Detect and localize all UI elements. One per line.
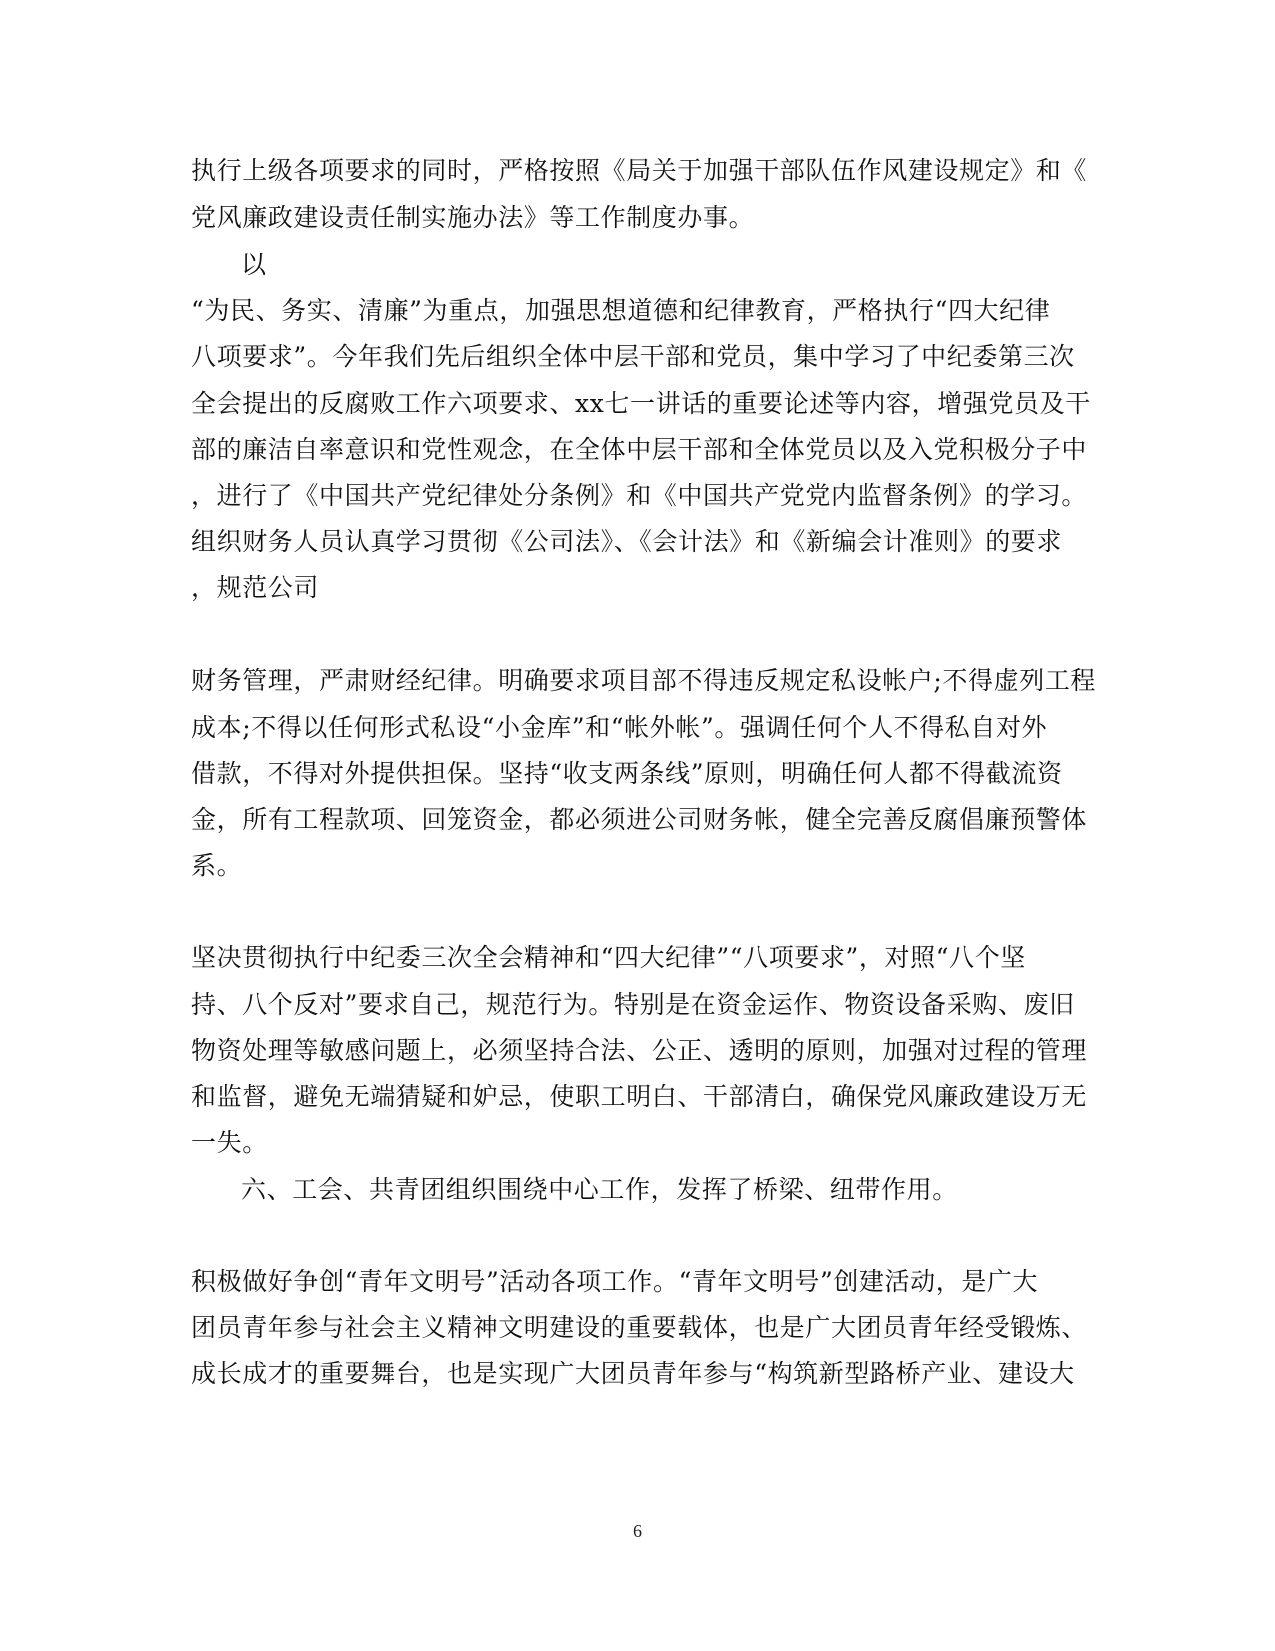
text-line: 执行上级各项要求的同时，严格按照《局关于加强干部队伍作风建设规定》和《 [191,156,1088,185]
text-line: 成本;不得以任何形式私设“小金库”和“帐外帐”。强调任何个人不得私自对外 [191,713,1048,742]
text-line: 借款，不得对外提供担保。坚持“收支两条线”原则，明确任何人都不得截流资 [191,759,1063,788]
text-line: 八项要求”。今年我们先后组织全体中层干部和党员，集中学习了中纪委第三次 [191,342,1075,371]
text-line: 部的廉洁自率意识和党性观念，在全体中层干部和全体党员以及入党积极分子中 [191,435,1088,464]
text-line: ，进行了《中国共产党纪律处分条例》和《中国共产党党内监督条例》的学习。 [191,481,1088,510]
text-line: 党风廉政建设责任制实施办法》等工作制度办事。 [191,203,755,232]
text-line: “为民、务实、清廉”为重点，加强思想道德和纪律教育，严格执行“四大纪律 [191,296,1051,325]
text-line: 坚决贯彻执行中纪委三次全会精神和“四大纪律”“八项要求”，对照“八个坚 [191,943,1026,972]
text-line: 财务管理，严肃财经纪律。明确要求项目部不得违反规定私设帐户;不得虚列工程 [191,666,1097,695]
text-line: 成长成才的重要舞台，也是实现广大团员青年参与“构筑新型路桥产业、建设大 [191,1359,1075,1388]
page-number: 6 [633,1521,642,1541]
text-line: 积极做好争创“青年文明号”活动各项工作。“青年文明号”创建活动，是广大 [191,1267,1039,1296]
text-line: 系。 [191,851,243,880]
text-line: 全会提出的反腐败工作六项要求、xx七一讲话的重要论述等内容，增强党员及干 [191,389,1091,418]
text-line: 和监督，避免无端猜疑和妒忌，使职工明白、干部清白，确保党风廉政建设万无 [191,1082,1088,1111]
text-line: 团员青年参与社会主义精神文明建设的重要载体，也是广大团员青年经受锻炼、 [191,1313,1088,1342]
text-line: 持、八个反对”要求自己，规范行为。特别是在资金运作、物资设备采购、废旧 [191,990,1075,1019]
text-line: ，规范公司 [191,573,320,602]
text-line: 金，所有工程款项、回笼资金，都必须进公司财务帐，健全完善反腐倡廉预警体 [191,805,1088,834]
text-line: 物资处理等敏感问题上，必须坚持合法、公正、透明的原则，加强对过程的管理 [191,1036,1088,1065]
text-line: 一失。 [191,1128,268,1157]
text-line: 以 [241,250,267,279]
text-line: 组织财务人员认真学习贯彻《公司法》、《会计法》和《新编会计准则》的要求 [191,527,1063,556]
text-line: 六、工会、共青团组织围绕中心工作，发挥了桥梁、纽带作用。 [241,1175,958,1204]
